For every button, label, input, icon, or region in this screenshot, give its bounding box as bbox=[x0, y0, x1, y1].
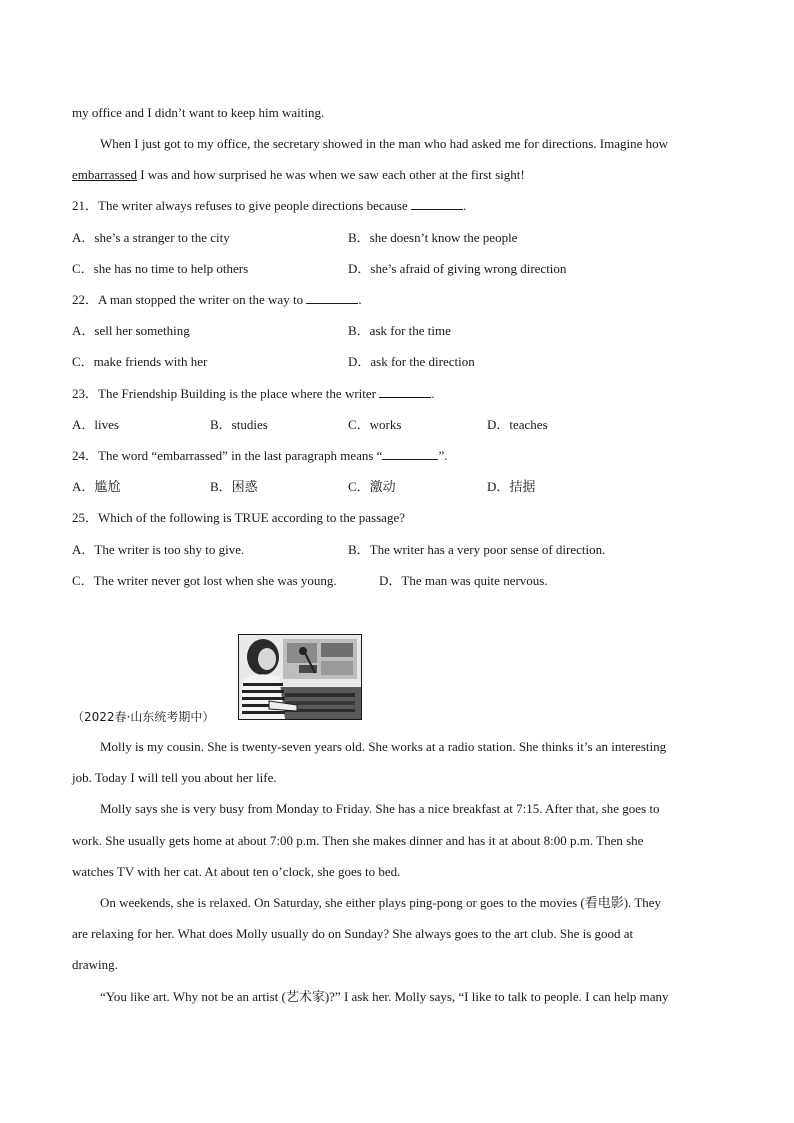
option-c: C．works bbox=[348, 417, 402, 432]
option-b: B．she doesn’t know the people bbox=[348, 230, 518, 245]
radio-station-photo bbox=[238, 634, 362, 720]
option-c: C．she has no time to help others bbox=[72, 261, 249, 276]
answer-blank bbox=[382, 448, 438, 460]
option-c: C．make friends with her bbox=[72, 354, 208, 369]
passage-line: On weekends, she is relaxed. On Saturday, she either plays ping-pong or goes to the movies (看电影). They bbox=[100, 895, 662, 910]
passage-line bbox=[72, 167, 525, 183]
option-d: D．teaches bbox=[487, 417, 548, 432]
passage-line: work. She usually gets home at about 7:00 p.m. Then she makes dinner and has it at about 8:00 p.m. Then she bbox=[72, 833, 644, 848]
passage-line: drawing. bbox=[72, 957, 118, 972]
passage-line: job. Today I will tell you about her life. bbox=[72, 770, 277, 785]
passage-line: my office and I didn’t want to keep him waiting. bbox=[72, 105, 325, 120]
option-d: D．she’s afraid of giving wrong direction bbox=[348, 261, 567, 276]
option-c: C．激动 bbox=[348, 479, 396, 494]
passage-line: When I just got to my office, the secretary showed in the man who had asked me for directions. Imagine how bbox=[100, 136, 668, 151]
passage-line: are relaxing for her. What does Molly usually do on Sunday? She always goes to the art club. She is good at bbox=[72, 926, 634, 941]
option-b: B．困惑 bbox=[210, 479, 258, 494]
stem-text: . bbox=[462, 198, 467, 213]
stem-text: 21．The writer always refuses to give people directions because bbox=[72, 198, 411, 213]
stem-text: 24．The word “embarrassed” in the last paragraph means “ bbox=[72, 448, 383, 463]
passage-line: watches TV with her cat. At about ten o’clock, she goes to bed. bbox=[72, 864, 401, 879]
stem-text: 23．The Friendship Building is the place where the writer bbox=[72, 386, 380, 401]
passage-text: I was and how surprised he was when we saw each other at the first sight! bbox=[136, 167, 525, 182]
option-a: A．lives bbox=[72, 417, 119, 432]
question-24-stem bbox=[72, 448, 447, 464]
option-b: B．The writer has a very poor sense of direction. bbox=[348, 542, 606, 557]
stem-text: . bbox=[358, 292, 362, 307]
passage-line: Molly is my cousin. She is twenty-seven years old. She works at a radio station. She thinks it’s an interesting bbox=[100, 739, 667, 754]
option-b: B．studies bbox=[210, 417, 268, 432]
question-22-stem bbox=[72, 292, 362, 308]
option-d: D．ask for the direction bbox=[348, 354, 475, 369]
question-25-stem: 25．Which of the following is TRUE according to the passage? bbox=[72, 510, 405, 525]
passage-line: “You like art. Why not be an artist (艺术家)?” I ask her. Molly says, “I like to talk to people. I can help many bbox=[100, 989, 669, 1004]
passage-line: Molly says she is very busy from Monday to Friday. She has a nice breakfast at 7:15. After that, she goes to bbox=[100, 801, 660, 816]
question-23-stem bbox=[72, 386, 434, 402]
answer-blank bbox=[306, 292, 358, 304]
stem-text: ”. bbox=[438, 448, 448, 463]
option-a: A．sell her something bbox=[72, 323, 190, 338]
stem-text: 22．A man stopped the writer on the way to bbox=[72, 292, 307, 307]
option-c: C．The writer never got lost when she was young. bbox=[72, 573, 337, 588]
option-a: A．she’s a stranger to the city bbox=[72, 230, 230, 245]
stem-text: . bbox=[431, 386, 435, 401]
option-a: A．The writer is too shy to give. bbox=[72, 542, 245, 557]
option-d: D．拮据 bbox=[487, 479, 536, 494]
underlined-word: embarrassed bbox=[72, 167, 137, 182]
question-21-stem bbox=[72, 198, 466, 214]
answer-blank bbox=[379, 386, 431, 398]
source-caption: （2022春·山东统考期中） bbox=[72, 710, 215, 724]
option-b: B．ask for the time bbox=[348, 323, 451, 338]
answer-blank bbox=[411, 198, 463, 210]
option-a: A．尴尬 bbox=[72, 479, 121, 494]
option-d: D．The man was quite nervous. bbox=[379, 573, 548, 588]
